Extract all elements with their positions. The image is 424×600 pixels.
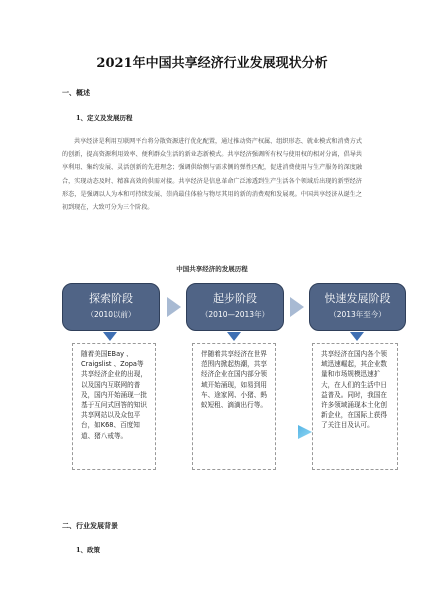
stage-box-rapid <box>309 283 406 331</box>
play-logo-icon <box>298 425 312 439</box>
page-title: 2021年中国共享经济行业发展现状分析 <box>96 56 328 71</box>
right-arrow-icon <box>167 297 181 317</box>
section-heading-overview: 一、概述 <box>62 88 90 97</box>
subsection-heading-definition: 1、定义及发展历程 <box>76 114 133 122</box>
stage-name: 起步阶段 <box>213 292 257 305</box>
stage-name: 快速发展阶段 <box>324 292 391 305</box>
stage-description-card <box>192 343 276 470</box>
section-heading-background: 二、行业发展背景 <box>62 521 118 530</box>
down-arrow-icon <box>103 332 117 341</box>
figure-title: 中国共享经济的发展历程 <box>176 265 248 273</box>
stage-box-start <box>186 283 284 331</box>
stage-years: （2010—2013年） <box>200 310 270 319</box>
subsection-heading-policy: 1、政策 <box>76 546 101 554</box>
stage-name: 探索阶段 <box>89 292 133 305</box>
stage-description: 共享经济在国内各个领域迅速崛起，其企业数量和市场规模迅速扩大，在人们的生活中日益普及。同时，我国在许多领域涌现本土化创新企业，在国际上获得了关注目及认可。 <box>321 350 387 430</box>
stage-description-card <box>72 343 156 470</box>
stage-years: （2013年至今） <box>329 310 386 319</box>
stage-description: 伴随着共享经济在世界范围内掀起热潮，共享经济企业在国内部分领域开始涌现，如易到用车、途家网、小猪、蚂蚁短租、滴滴出行等。 <box>201 350 267 410</box>
right-arrow-icon <box>290 297 304 317</box>
down-arrow-icon <box>227 332 241 341</box>
stage-description: 随着美国EBay 、Craigslist 、Zopa等共享经济企业的出现，以及国内互联网的普及，国内开始涌现一批基于互问式回答的知识共享网站以及众包平台，如K68、百度知道、猪八戒等。 <box>81 350 147 440</box>
stage-box-exploration <box>62 283 160 331</box>
stage-description-card <box>312 343 398 470</box>
body-paragraph: 共享经济是利用互联网平台将分散资源进行优化配置，通过推动资产权属、组织形态、就业模式和消费方式的创新，提高资源利用效率、便利群众生活的新业态新模式。共享经济强调所有权与使用权的相对分离，倡导共享利用、集约发展、灵活创新的先进理念；强调供给侧与需求侧的弹性匹配，促进消费使用与生产服务的深度融合，实现动态及时、精准高效的供需对接。共享经济是信息革命广泛渗透到生产生活各个领域后出现的新型经济形态，是强调以人为本和可持续发展、崇尚最佳体验与物尽其用的新的消费观和发展观。中国共享经济从诞生之初到现在，大致可分为三个阶段。 <box>62 138 362 212</box>
stage-years: （2010以前） <box>86 310 136 319</box>
down-arrow-icon <box>350 332 364 341</box>
